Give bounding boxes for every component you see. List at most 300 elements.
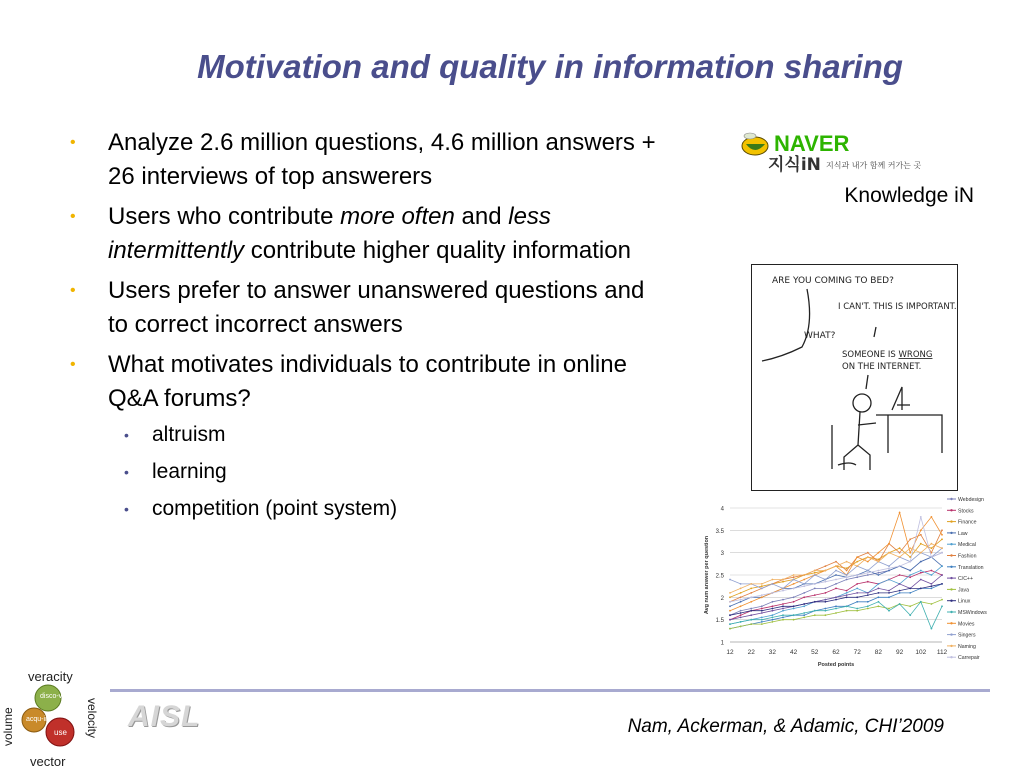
bullet-marker: • [70,282,76,299]
data-point [909,605,911,607]
data-point [878,570,880,572]
data-point [761,585,763,587]
x-tick-label: 32 [768,649,777,656]
data-point [835,565,837,567]
data-point [750,592,752,594]
data-point [793,576,795,578]
data-point [878,583,880,585]
data-point [740,596,742,598]
comic-speech-2: I CAN'T. THIS IS IMPORTANT. [838,302,957,312]
data-point [941,599,943,601]
legend-marker [950,532,952,534]
data-point [772,621,774,623]
data-point [740,599,742,601]
bullet-text: and [454,203,509,230]
data-point [825,614,827,616]
data-point [761,612,763,614]
naver-tagline-text: 지식과 내가 함께 커가는 곳 [826,161,922,170]
legend-label: Translation [958,564,984,571]
bullet-item [70,126,660,194]
x-tick-label: 62 [832,649,840,656]
data-point [803,592,805,594]
data-point [941,565,943,567]
y-tick-label: 3 [720,551,724,558]
x-tick-label: 92 [895,649,904,656]
data-point [835,561,837,563]
data-point [867,594,869,596]
x-tick-label: 22 [747,649,755,656]
comic-speech-4 [842,350,935,372]
data-point [867,552,869,554]
data-point [814,614,816,616]
comic-speech-3: WHAT? [804,331,836,341]
data-point [867,572,869,574]
data-point [931,574,933,576]
data-point [878,596,880,598]
legend-marker [950,554,952,556]
sub-bullet-marker: • [124,501,129,517]
data-point [729,614,731,616]
data-point [803,605,805,607]
data-point [803,603,805,605]
data-point [803,614,805,616]
data-point [835,574,837,576]
legend-marker [950,498,952,500]
data-point [878,574,880,576]
data-point [814,583,816,585]
data-point [740,601,742,603]
data-point [803,596,805,598]
data-point [729,579,731,581]
data-point [782,588,784,590]
data-point [793,614,795,616]
data-point [793,583,795,585]
bee-icon [742,133,768,155]
legend-label: MSWindows [958,610,987,616]
data-point [803,617,805,619]
data-point [740,605,742,607]
data-point [941,574,943,576]
data-point [750,583,752,585]
data-point [750,596,752,598]
data-point [941,534,943,536]
slide-title: Motivation and quality in information sharing [197,48,903,85]
sub-bullet-item [108,420,660,450]
data-point [920,516,922,518]
legend-marker [950,588,952,590]
data-point [867,561,869,563]
legend-label: Linux [958,598,971,605]
data-point [772,605,774,607]
data-point [729,619,731,621]
data-point [803,612,805,614]
data-point [856,596,858,598]
x-axis-label: Posted points [817,662,855,668]
data-point [846,570,848,572]
data-point [793,588,795,590]
data-point [846,610,848,612]
data-point [761,619,763,621]
data-point [825,579,827,581]
data-point [888,579,890,581]
gear-label-2: acqu-ire [26,716,52,723]
data-point [814,570,816,572]
x-tick-label: 72 [853,649,861,656]
data-point [825,570,827,572]
x-tick-label: 42 [789,649,798,656]
emphasis-text: more often [340,203,455,230]
data-point [825,592,827,594]
bullet-text: Users prefer to answer unanswered questions and to correct incorrect answers [108,277,645,338]
data-point [772,614,774,616]
bullet-item [70,200,660,268]
data-point [888,610,890,612]
data-point [740,612,742,614]
bullet-text: What motivates individuals to contribute in online Q&A forums? [108,351,627,412]
series-line [730,548,942,588]
data-point [793,574,795,576]
data-point [772,583,774,585]
legend-marker [950,633,952,635]
logo-right-text: velocity [85,698,99,739]
data-point [856,574,858,576]
data-point [803,585,805,587]
data-point [846,596,848,598]
data-point [729,596,731,598]
data-point [761,610,763,612]
sub-bullet-item [108,457,660,487]
data-point [729,628,731,630]
data-point [909,614,911,616]
data-point [920,561,922,563]
data-point [814,588,816,590]
data-point [920,572,922,574]
data-point [803,579,805,581]
legend-marker [950,509,952,511]
data-point [772,601,774,603]
legend-marker [950,520,952,522]
data-point [814,610,816,612]
data-point [888,570,890,572]
data-point [867,592,869,594]
data-point [856,565,858,567]
data-point [888,567,890,569]
data-point [920,534,922,536]
data-point [814,594,816,596]
data-point [803,574,805,576]
data-point [761,608,763,610]
legend-label: Webdesign [958,497,984,503]
data-point [835,612,837,614]
data-point [909,547,911,549]
data-point [740,588,742,590]
data-point [941,552,943,554]
data-point [835,605,837,607]
data-point [888,543,890,545]
x-tick-label: 102 [915,649,927,656]
y-tick-label: 4 [720,506,724,513]
data-point [750,614,752,616]
data-point [782,599,784,601]
comic-speech-1: ARE YOU COMING TO BED? [772,276,894,286]
data-point [909,592,911,594]
data-point [899,552,901,554]
legend-marker [950,656,952,658]
data-point [909,538,911,540]
data-point [793,601,795,603]
data-point [941,547,943,549]
y-tick-label: 2.5 [715,573,724,580]
data-point [825,610,827,612]
data-point [899,547,901,549]
data-point [835,583,837,585]
data-point [846,605,848,607]
data-point [772,610,774,612]
data-point [782,619,784,621]
citation: Nam, Ackerman, & Adamic, CHI’2009 [627,716,944,737]
data-point [931,556,933,558]
data-point [888,596,890,598]
data-point [931,570,933,572]
data-point [761,583,763,585]
data-point [793,619,795,621]
data-point [772,579,774,581]
data-point [750,601,752,603]
x-tick-label: 52 [811,649,819,656]
data-point [793,596,795,598]
data-point [846,567,848,569]
data-point [750,623,752,625]
data-point [761,588,763,590]
sub-bullet-text: competition (point system) [152,497,398,520]
sub-bullet-marker: • [124,464,129,480]
data-point [793,608,795,610]
x-tick-label: 12 [726,649,734,656]
data-point [793,605,795,607]
data-point [846,594,848,596]
data-point [782,617,784,619]
data-point [920,543,922,545]
comic-drawing [762,289,942,470]
data-point [814,572,816,574]
data-point [825,588,827,590]
data-point [772,617,774,619]
logo-left-text: volume [1,707,15,746]
data-point [899,565,901,567]
data-point [803,583,805,585]
data-point [931,585,933,587]
data-point [867,556,869,558]
data-point [899,512,901,514]
legend-marker [950,622,952,624]
bullet-item [70,274,660,342]
data-point [846,574,848,576]
bullet-item [70,348,660,524]
data-point [772,619,774,621]
data-point [740,617,742,619]
data-point [740,610,742,612]
data-point [909,576,911,578]
data-point [782,605,784,607]
data-point [825,581,827,583]
data-point [867,570,869,572]
data-point [899,574,901,576]
legend-label: Finance [958,519,977,526]
data-point [931,583,933,585]
data-point [761,605,763,607]
data-point [909,570,911,572]
data-point [856,561,858,563]
data-point [867,608,869,610]
data-point [856,588,858,590]
data-point [888,565,890,567]
sub-bullet-item [108,494,660,524]
data-point [878,601,880,603]
data-point [856,610,858,612]
logo-top-text: veracity [28,669,73,684]
data-point [856,608,858,610]
data-point [740,626,742,628]
sub-bullet-text: altruism [152,423,226,446]
data-point [825,608,827,610]
data-point [761,623,763,625]
comic-speech-4c: ON THE INTERNET. [842,362,922,372]
data-point [931,547,933,549]
xkcd-comic [751,264,958,491]
logo-bottom-text: vector [30,754,66,768]
legend-label: Carrepair [958,655,980,662]
data-point [878,552,880,554]
legend-marker [950,600,952,602]
comic-speech-4b: WRONG [898,350,933,360]
data-point [899,590,901,592]
data-point [729,610,731,612]
data-point [899,583,901,585]
legend-label: Medical [958,542,976,549]
data-point [888,592,890,594]
data-point [835,599,837,601]
data-point [878,605,880,607]
data-point [761,596,763,598]
bullet-text: contribute higher quality information [244,237,631,264]
data-point [909,574,911,576]
bullet-marker: • [70,208,76,225]
bullet-list [70,126,660,531]
legend-label: Stocks [958,508,974,515]
data-point [909,552,911,554]
data-point [867,574,869,576]
data-point [740,592,742,594]
aisl-logo-text: AISL [128,700,201,733]
y-axis-label: Avg num answer per question [704,535,710,615]
sub-bullet-text: learning [152,460,227,483]
data-point [835,588,837,590]
data-point [729,623,731,625]
emphasis-text: less intermittently [108,203,551,264]
data-point [888,590,890,592]
data-point [899,603,901,605]
data-point [750,619,752,621]
data-point [740,614,742,616]
bullet-text: Users who contribute [108,203,341,230]
data-point [846,561,848,563]
data-point [772,608,774,610]
y-tick-label: 1 [720,640,724,647]
data-point [825,565,827,567]
legend-label: Java [958,587,969,594]
data-point [793,579,795,581]
data-point [931,628,933,630]
naver-caption: Knowledge iN [844,184,974,207]
data-point [878,592,880,594]
data-point [867,581,869,583]
x-tick-label: 82 [874,649,883,656]
data-point [920,601,922,603]
bullet-text: Analyze 2.6 million questions, 4.6 million answers + 26 interviews of top answerers [108,129,656,190]
y-tick-label: 1.5 [715,618,724,625]
legend-label: Singers [958,632,976,639]
data-point [761,621,763,623]
data-point [920,570,922,572]
data-point [729,592,731,594]
data-point [931,588,933,590]
naver-brand-text: NAVER [774,131,850,156]
legend-marker [950,611,952,613]
legend-label: Movies [958,621,975,628]
data-point [941,538,943,540]
legend-marker [950,566,952,568]
gear-label-3: use [54,728,67,737]
data-point [878,572,880,574]
data-point [750,588,752,590]
data-point [899,556,901,558]
data-point [931,603,933,605]
data-point [856,556,858,558]
data-point [782,614,784,616]
data-point [729,601,731,603]
data-point [835,596,837,598]
bullet-marker: • [70,134,76,151]
data-point [846,576,848,578]
data-point [835,570,837,572]
data-point [941,605,943,607]
data-point [846,592,848,594]
legend-label: Law [958,530,968,537]
data-point [782,610,784,612]
data-point [772,592,774,594]
data-point [761,617,763,619]
data-point [856,576,858,578]
data-point [782,579,784,581]
naver-service-text: 지식iN [768,155,821,174]
data-point [835,579,837,581]
legend-marker [950,577,952,579]
sub-bullet-list [108,420,660,524]
data-point [814,601,816,603]
data-point [856,583,858,585]
data-point [846,579,848,581]
footer-divider [110,689,990,692]
data-point [729,605,731,607]
data-point [856,592,858,594]
data-point [750,610,752,612]
data-point [931,543,933,545]
data-point [856,601,858,603]
data-point [825,601,827,603]
data-point [931,516,933,518]
comic-speech-4a: SOMEONE IS [842,350,899,360]
data-point [909,561,911,563]
